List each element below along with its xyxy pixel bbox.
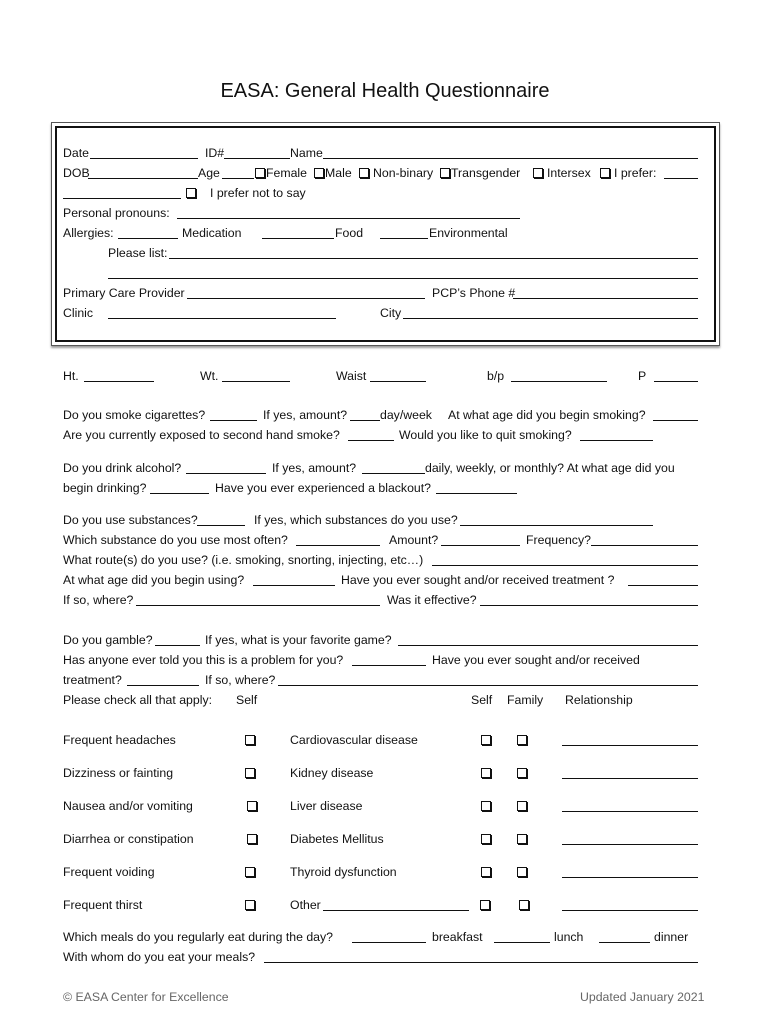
dinner-field[interactable] (599, 942, 650, 943)
transgender-checkbox[interactable] (440, 168, 450, 178)
gamble-treatment-q: Have you ever sought and/or received (432, 653, 640, 667)
favorite-game-label: If yes, what is your favorite game? (205, 633, 392, 647)
male-label: Male (325, 166, 352, 180)
right-family-checkbox[interactable] (517, 834, 527, 844)
nonbinary-checkbox[interactable] (359, 168, 369, 178)
pronouns-field[interactable] (177, 218, 520, 219)
relationship-field[interactable] (562, 910, 698, 911)
page-title: EASA: General Health Questionnaire (220, 80, 550, 102)
right-self-checkbox[interactable] (481, 768, 491, 778)
treatment-where-label: If so, where? (63, 593, 134, 607)
id-field[interactable] (224, 158, 290, 159)
relationship-header: Relationship (565, 693, 633, 707)
right-family-checkbox[interactable] (517, 735, 527, 745)
alcohol-q: Do you drink alcohol? (63, 461, 182, 475)
most-often-field[interactable] (296, 545, 380, 546)
effective-q: Was it effective? (387, 593, 477, 607)
day-week-label: day/week (380, 408, 432, 422)
date-label: Date (63, 146, 89, 160)
left-item: Frequent thirst (63, 898, 143, 912)
substance-amount-label: Amount? (389, 533, 439, 547)
left-item: Diarrhea or constipation (63, 832, 194, 846)
treatment-field[interactable] (628, 585, 698, 586)
frequency-field[interactable] (591, 545, 698, 546)
problem-q: Has anyone ever told you this is a problem for you? (63, 653, 344, 667)
right-family-checkbox[interactable] (517, 768, 527, 778)
pronouns-label: Personal pronouns: (63, 206, 170, 220)
medication-label: Medication (182, 226, 242, 240)
allergy-list-field[interactable] (169, 258, 698, 259)
prefer-not-checkbox[interactable] (186, 188, 196, 198)
pulse-field[interactable] (654, 381, 698, 382)
right-item: Diabetes Mellitus (290, 832, 384, 846)
please-list-label: Please list: (108, 246, 168, 260)
intersex-label: Intersex (547, 166, 591, 180)
wt-label: Wt. (200, 369, 219, 383)
check-instruction: Please check all that apply: (63, 693, 213, 707)
food-label: Food (335, 226, 364, 240)
allergies-label: Allergies: (63, 226, 114, 240)
relationship-field[interactable] (562, 877, 698, 878)
alcohol-frequency-label: daily, weekly, or monthly? At what age did you (425, 461, 675, 475)
right-family-checkbox[interactable] (517, 867, 527, 877)
right-self-checkbox[interactable] (481, 735, 491, 745)
dob-field[interactable] (88, 178, 198, 179)
frequency-label: Frequency? (526, 533, 591, 547)
right-family-checkbox[interactable] (517, 801, 527, 811)
i-prefer-field[interactable] (664, 178, 698, 179)
secondhand-field[interactable] (348, 440, 394, 441)
route-field[interactable] (432, 565, 698, 566)
ht-label: Ht. (63, 369, 79, 383)
drinking-age-field[interactable] (150, 493, 209, 494)
left-self-checkbox[interactable] (247, 834, 257, 844)
blackout-q: Have you ever experienced a blackout? (215, 481, 432, 495)
blackout-field[interactable] (436, 493, 517, 494)
self-header-left: Self (236, 693, 258, 707)
wt-field[interactable] (222, 381, 290, 382)
meals-q: Which meals do you regularly eat during the day? (63, 930, 333, 944)
most-often-q: Which substance do you use most often? (63, 533, 288, 547)
i-prefer-field-cont[interactable] (63, 198, 181, 199)
quit-q: Would you like to quit smoking? (399, 428, 572, 442)
footer-updated: Updated January 2021 (580, 990, 705, 1004)
effective-field[interactable] (480, 605, 698, 606)
right-self-checkbox[interactable] (481, 834, 491, 844)
city-field[interactable] (403, 318, 698, 319)
smoke-amount-field[interactable] (350, 420, 380, 421)
nonbinary-label: Non-binary (373, 166, 434, 180)
age-label: Age (198, 166, 220, 180)
pcp-phone-label: PCP’s Phone # (432, 286, 516, 300)
drinking-age-q: begin drinking? (63, 481, 147, 495)
right-self-checkbox[interactable] (481, 801, 491, 811)
left-self-checkbox[interactable] (247, 801, 257, 811)
gamble-where-label: If so, where? (205, 673, 276, 687)
footer-copyright: © EASA Center for Excellence (63, 990, 229, 1004)
waist-field[interactable] (370, 381, 426, 382)
treatment-q: Have you ever sought and/or received treatment ? (341, 573, 615, 587)
problem-field[interactable] (352, 665, 426, 666)
female-label: Female (266, 166, 308, 180)
clinic-field[interactable] (108, 318, 336, 319)
which-substances-label: If yes, which substances do you use? (254, 513, 458, 527)
date-field[interactable] (90, 158, 198, 159)
relationship-field[interactable] (562, 745, 698, 746)
i-prefer-label: I prefer: (614, 166, 657, 180)
smoke-amount-label: If yes, amount? (263, 408, 348, 422)
left-item: Dizziness or fainting (63, 766, 174, 780)
relationship-field[interactable] (562, 778, 698, 779)
lunch-field[interactable] (494, 942, 550, 943)
breakfast-field[interactable] (352, 942, 426, 943)
breakfast-label: breakfast (432, 930, 483, 944)
id-label: ID# (205, 146, 225, 160)
right-item: Other (290, 898, 321, 912)
route-q: What route(s) do you use? (i.e. smoking, snorting, injecting, etc…) (63, 553, 424, 567)
right-self-checkbox[interactable] (481, 867, 491, 877)
gamble-treatment-label: treatment? (63, 673, 122, 687)
pcp-field[interactable] (187, 298, 425, 299)
intersex-checkbox[interactable] (533, 168, 543, 178)
right-self-checkbox[interactable] (480, 900, 490, 910)
which-substances-field[interactable] (460, 525, 653, 526)
i-prefer-checkbox[interactable] (600, 168, 610, 178)
other-condition-field[interactable] (323, 910, 469, 911)
pulse-label: P (638, 369, 647, 383)
family-header: Family (507, 693, 544, 707)
dob-label: DOB (63, 166, 90, 180)
smoke-field[interactable] (210, 420, 257, 421)
alcohol-amount-label: If yes, amount? (272, 461, 357, 475)
treatment-where-field[interactable] (136, 605, 380, 606)
transgender-label: Transgender (451, 166, 521, 180)
gamble-field[interactable] (155, 645, 200, 646)
prefer-not-label: I prefer not to say (210, 186, 306, 200)
right-item: Thyroid dysfunction (290, 865, 397, 879)
substance-amount-field[interactable] (441, 545, 520, 546)
right-item: Kidney disease (290, 766, 374, 780)
right-item: Cardiovascular disease (290, 733, 418, 747)
left-self-checkbox[interactable] (245, 735, 255, 745)
gamble-treatment-field[interactable] (127, 685, 199, 686)
left-item: Frequent headaches (63, 733, 176, 747)
quit-field[interactable] (580, 440, 653, 441)
using-age-field[interactable] (253, 585, 335, 586)
favorite-game-field[interactable] (398, 645, 698, 646)
bp-label: b/p (487, 369, 505, 383)
ht-field[interactable] (84, 381, 154, 382)
clinic-label: Clinic (63, 306, 94, 320)
gamble-q: Do you gamble? (63, 633, 153, 647)
bp-field[interactable] (511, 381, 607, 382)
alcohol-amount-field[interactable] (362, 473, 425, 474)
right-family-checkbox[interactable] (519, 900, 529, 910)
smoke-q: Do you smoke cigarettes? (63, 408, 206, 422)
left-self-checkbox[interactable] (245, 867, 255, 877)
smoke-age-label: At what age did you begin smoking? (448, 408, 646, 422)
waist-label: Waist (336, 369, 367, 383)
smoke-age-field[interactable] (653, 420, 698, 421)
food-allergy-field[interactable] (262, 238, 334, 239)
age-field[interactable] (222, 178, 254, 179)
alcohol-field[interactable] (186, 473, 266, 474)
left-item: Frequent voiding (63, 865, 155, 879)
male-checkbox[interactable] (314, 168, 324, 178)
relationship-field[interactable] (562, 844, 698, 845)
pcp-label: Primary Care Provider (63, 286, 185, 300)
gamble-where-field[interactable] (278, 685, 698, 686)
name-field[interactable] (323, 158, 698, 159)
substances-q: Do you use substances? (63, 513, 198, 527)
secondhand-q: Are you currently exposed to second hand smoke? (63, 428, 340, 442)
female-checkbox[interactable] (255, 168, 265, 178)
environmental-label: Environmental (429, 226, 508, 240)
relationship-field[interactable] (562, 811, 698, 812)
left-item: Nausea and/or vomiting (63, 799, 193, 813)
self-header-right: Self (471, 693, 493, 707)
medication-allergy-field[interactable] (118, 238, 178, 239)
city-label: City (380, 306, 402, 320)
left-self-checkbox[interactable] (245, 900, 255, 910)
substances-field[interactable] (197, 525, 245, 526)
lunch-label: lunch (554, 930, 584, 944)
left-self-checkbox[interactable] (245, 768, 255, 778)
environmental-allergy-field[interactable] (380, 238, 428, 239)
meals-with-q: With whom do you eat your meals? (63, 950, 256, 964)
using-age-q: At what age did you begin using? (63, 573, 245, 587)
right-item: Liver disease (290, 799, 363, 813)
name-label: Name (290, 146, 323, 160)
meals-with-field[interactable] (264, 962, 698, 963)
dinner-label: dinner (654, 930, 689, 944)
allergy-list-field-2[interactable] (108, 278, 698, 279)
pcp-phone-field[interactable] (513, 298, 698, 299)
